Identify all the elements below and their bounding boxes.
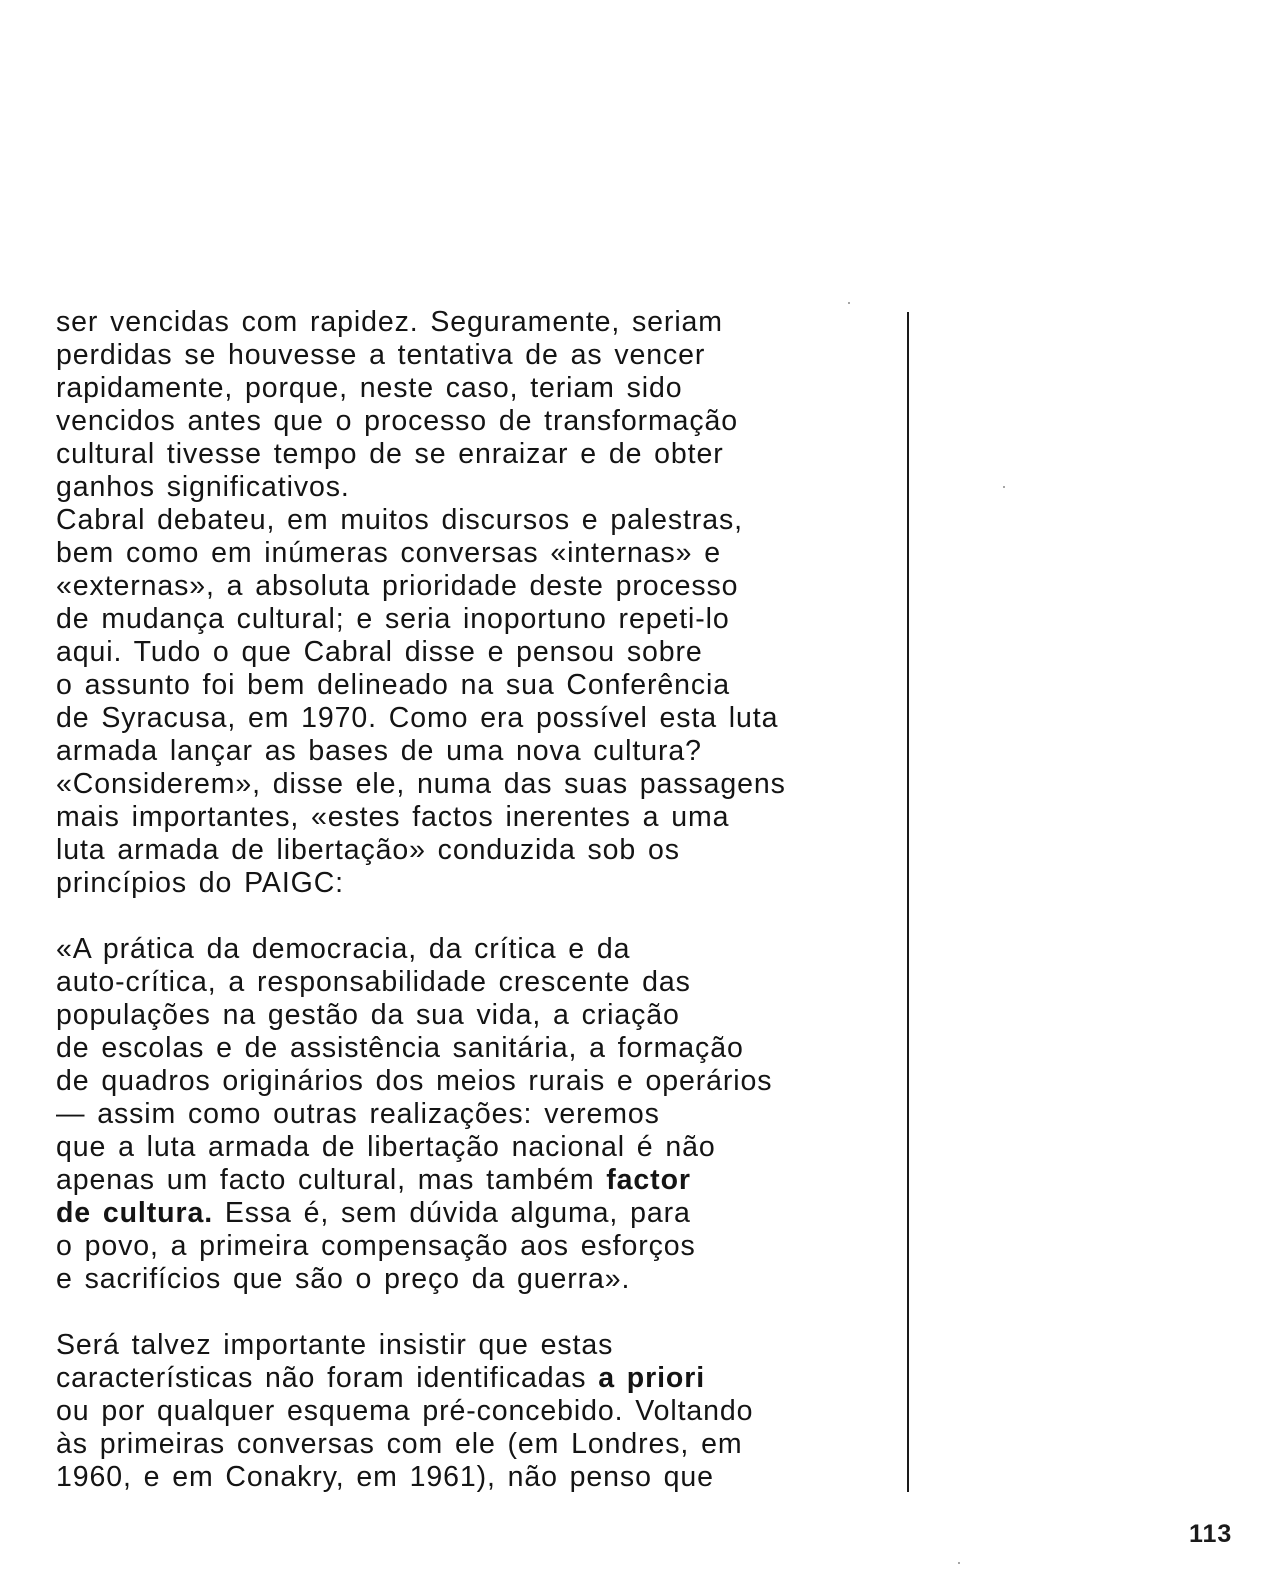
text-line: rapidamente, porque, neste caso, teriam sido xyxy=(56,372,683,404)
emphasis-text: de cultura. xyxy=(56,1197,214,1229)
emphasis-text: a priori xyxy=(598,1362,706,1394)
quote-text: Essa é, sem dúvida alguma, para xyxy=(213,1197,691,1229)
text-line: armada lançar as bases de uma nova cultura? xyxy=(56,735,702,767)
text-line: o assunto foi bem delineado na sua Conferência xyxy=(56,669,730,701)
quote-line xyxy=(56,1197,846,1230)
scan-speck xyxy=(958,1562,960,1564)
text-line: ganhos significativos. xyxy=(56,471,350,503)
quote-line: auto-crítica, a responsabilidade crescente das xyxy=(56,966,691,998)
text-segment: características não foram identificadas xyxy=(56,1362,599,1394)
quote-line: de quadros originários dos meios rurais e operários xyxy=(56,1065,773,1097)
text-line: bem como em inúmeras conversas «internas» e xyxy=(56,537,721,569)
text-line: de Syracusa, em 1970. Como era possível esta luta xyxy=(56,702,779,734)
text-line: perdidas se houvesse a tentativa de as vencer xyxy=(56,339,706,371)
text-line: «Considerem», disse ele, numa das suas passagens xyxy=(56,768,786,800)
margin-rule xyxy=(907,312,909,1492)
text-line: mais importantes, «estes factos inerentes a uma xyxy=(56,801,730,833)
text-line xyxy=(56,1362,846,1395)
text-column xyxy=(56,306,846,1494)
emphasis-text: factor xyxy=(606,1164,691,1196)
quote-line: «A prática da democracia, da crítica e da xyxy=(56,933,631,965)
paragraph-gap xyxy=(56,1296,846,1329)
text-line: ser vencidas com rapidez. Seguramente, seriam xyxy=(56,306,723,338)
scan-speck xyxy=(1003,486,1005,488)
text-line: de mudança cultural; e seria inoportuno repeti-lo xyxy=(56,603,730,635)
text-line: luta armada de libertação» conduzida sob os xyxy=(56,834,680,866)
quote-line: que a luta armada de libertação nacional é não xyxy=(56,1131,716,1163)
quote-paragraph xyxy=(56,933,846,1296)
text-line: Cabral debateu, em muitos discursos e palestras, xyxy=(56,504,743,536)
paragraph-gap xyxy=(56,900,846,933)
text-line: princípios do PAIGC: xyxy=(56,867,345,899)
text-line: aqui. Tudo o que Cabral disse e pensou sobre xyxy=(56,636,703,668)
text-line: às primeiras conversas com ele (em Londres, em xyxy=(56,1428,743,1460)
scan-speck xyxy=(848,302,850,304)
text-line: Será talvez importante insistir que estas xyxy=(56,1329,614,1361)
quote-line: — assim como outras realizações: veremos xyxy=(56,1098,660,1130)
quote-line: de escolas e de assistência sanitária, a formação xyxy=(56,1032,744,1064)
quote-line: populações na gestão da sua vida, a criação xyxy=(56,999,680,1031)
text-line: vencidos antes que o processo de transformação xyxy=(56,405,739,437)
quote-line: e sacrifícios que são o preço da guerra». xyxy=(56,1263,631,1295)
text-line: «externas», a absoluta prioridade deste processo xyxy=(56,570,739,602)
page-number: 113 xyxy=(1189,1520,1233,1548)
paragraph-2 xyxy=(56,504,846,900)
text-line: 1960, e em Conakry, em 1961), não penso que xyxy=(56,1461,714,1493)
quote-text: apenas um facto cultural, mas também xyxy=(56,1164,607,1196)
quote-line: o povo, a primeira compensação aos esforços xyxy=(56,1230,696,1262)
paragraph-4 xyxy=(56,1329,846,1494)
text-line: ou por qualquer esquema pré-concebido. Voltando xyxy=(56,1395,754,1427)
text-line: cultural tivesse tempo de se enraizar e de obter xyxy=(56,438,724,470)
paragraph-1 xyxy=(56,306,846,504)
quote-line xyxy=(56,1164,846,1197)
